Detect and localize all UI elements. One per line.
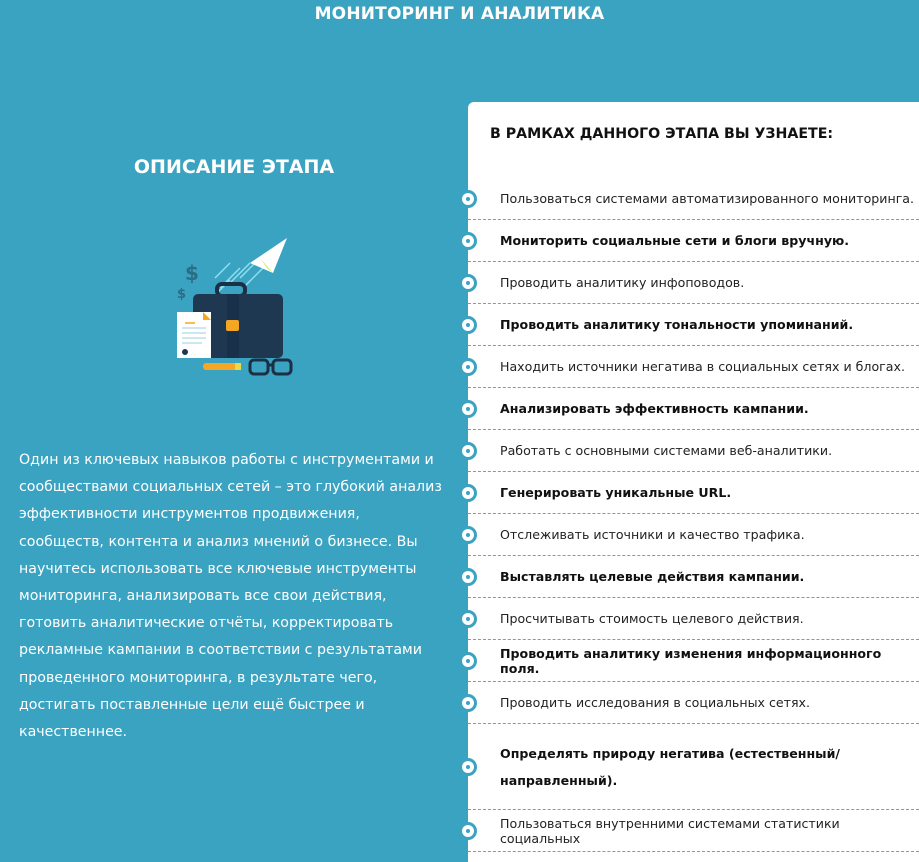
dollar-icon: $ bbox=[185, 261, 199, 285]
circle-bullet-icon bbox=[459, 232, 477, 250]
list-item-label: Выставлять целевые действия кампании. bbox=[500, 569, 805, 584]
circle-bullet-icon bbox=[459, 610, 477, 628]
card-title: В РАМКАХ ДАННОГО ЭТАПА ВЫ УЗНАЕТЕ: bbox=[490, 126, 834, 142]
list-item-label: Пользоваться системами автоматизированного мониторинга. bbox=[500, 191, 915, 206]
circle-bullet-icon bbox=[459, 526, 477, 544]
list-item-label: Определять природу негатива (естественный/ направленный). bbox=[500, 745, 840, 788]
list-item-label: Проводить аналитику инфоповодов. bbox=[500, 275, 745, 290]
list-item-label: Пользоваться внутренними системами статистики социальных bbox=[500, 815, 840, 846]
section-heading: ОПИСАНИЕ ЭТАПА bbox=[133, 156, 335, 178]
list-item bbox=[468, 682, 919, 724]
circle-bullet-icon bbox=[459, 568, 477, 586]
circle-bullet-icon bbox=[459, 694, 477, 712]
stage-description: Один из ключевых навыков работы с инструментами и сообществами социальных сетей – это глубокий анализ эффективности инструментов продвижения, сообществ, контента и анализ мнений о бизнесе. Вы научитесь использовать все ключевые инструменты мониторинга, анализировать все свои действия, готовить аналитические отчёты, корректировать рекламные кампании в соответствии с результатами проведенного мониторинга, в результате чего, достигать поставленные цели ещё быстрее и качественнее. bbox=[19, 452, 442, 741]
list-item bbox=[468, 346, 919, 388]
learning-list bbox=[468, 178, 919, 852]
briefcase-illustration bbox=[155, 228, 305, 378]
list-item bbox=[468, 178, 919, 220]
circle-bullet-icon bbox=[459, 442, 477, 460]
list-item-label: Мониторить социальные сети и блоги вручную. bbox=[500, 233, 850, 248]
list-item-label: Проводить аналитику изменения информационного поля. bbox=[500, 645, 882, 676]
list-item-label: Проводить исследования в социальных сетях. bbox=[500, 695, 811, 710]
circle-bullet-icon bbox=[459, 822, 477, 840]
list-item-label: Находить источники негатива в социальных сетях и блогах. bbox=[500, 359, 905, 374]
list-item bbox=[468, 810, 919, 852]
list-item-label: Анализировать эффективность кампании. bbox=[500, 401, 809, 416]
glasses-icon bbox=[250, 360, 291, 374]
circle-bullet-icon bbox=[459, 358, 477, 376]
list-item bbox=[468, 430, 919, 472]
circle-bullet-icon bbox=[459, 400, 477, 418]
list-item-label: Отслеживать источники и качество трафика. bbox=[500, 527, 805, 542]
circle-bullet-icon bbox=[459, 484, 477, 502]
list-item bbox=[468, 514, 919, 556]
list-item-label: Просчитывать стоимость целевого действия. bbox=[500, 611, 804, 626]
list-item bbox=[468, 724, 919, 810]
list-item bbox=[468, 556, 919, 598]
page-title: МОНИТОРИНГ И АНАЛИТИКА bbox=[314, 4, 605, 24]
list-item-label: Работать с основными системами веб-аналитики. bbox=[500, 443, 833, 458]
paper-plane-icon bbox=[250, 238, 287, 273]
list-item-label: Проводить аналитику тональности упоминаний. bbox=[500, 317, 854, 332]
circle-bullet-icon bbox=[459, 652, 477, 670]
lock-icon bbox=[226, 320, 239, 331]
circle-bullet-icon bbox=[459, 316, 477, 334]
circle-bullet-icon bbox=[459, 190, 477, 208]
list-item bbox=[468, 388, 919, 430]
list-item bbox=[468, 304, 919, 346]
list-item bbox=[468, 220, 919, 262]
list-item bbox=[468, 640, 919, 682]
list-item bbox=[468, 598, 919, 640]
list-item bbox=[468, 262, 919, 304]
svg-text:$: $ bbox=[177, 287, 187, 302]
list-item-label: Генерировать уникальные URL. bbox=[500, 485, 732, 500]
list-item bbox=[468, 472, 919, 514]
circle-bullet-icon bbox=[459, 758, 477, 776]
circle-bullet-icon bbox=[459, 274, 477, 292]
